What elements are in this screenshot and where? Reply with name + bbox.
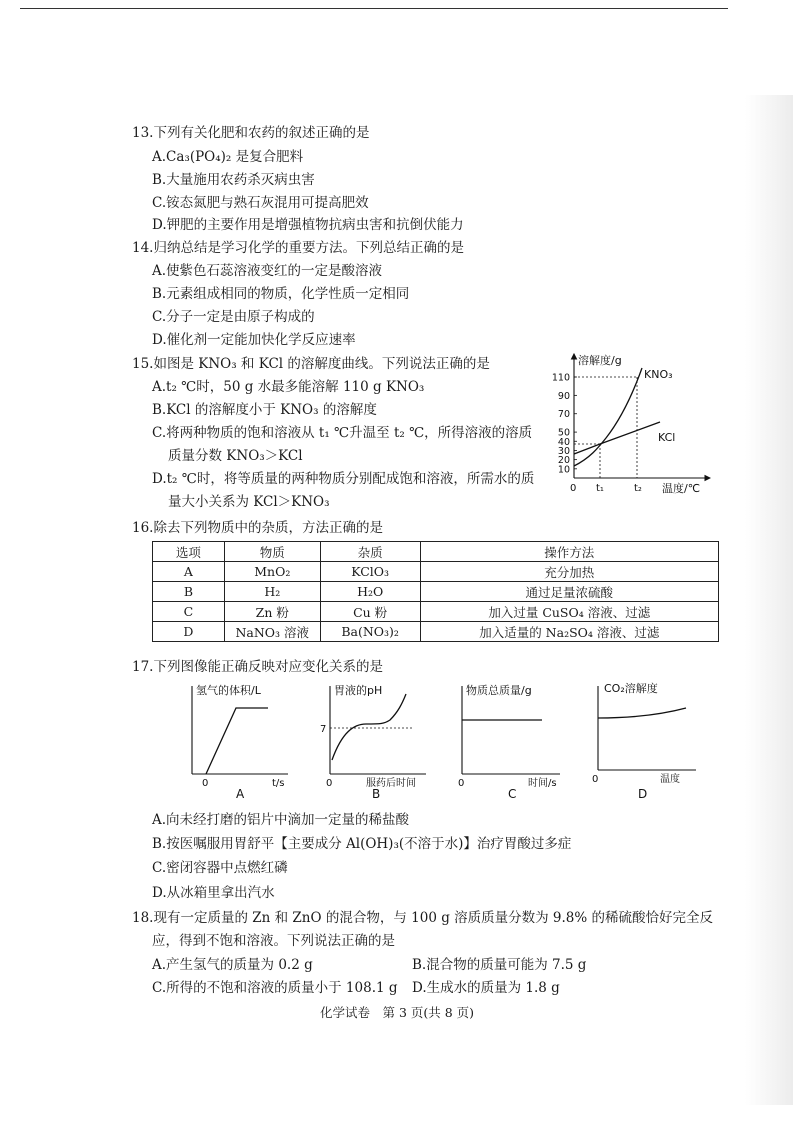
graph-c-ylabel: 物质总质量/g (466, 684, 532, 697)
table-cell: MnO₂ (224, 562, 320, 582)
graph-a (178, 680, 298, 798)
table-cell: D (153, 622, 225, 642)
graph-d-curve (598, 708, 686, 718)
table-header-substance: 物质 (224, 542, 320, 562)
table-row (153, 562, 719, 582)
top-border-line (20, 8, 728, 9)
q17-option-b: B.按医嘱服用胃舒平【主要成分 Al(OH)₃(不溶于水)】治疗胃酸过多症 (152, 836, 572, 852)
q13-option-a: A.Ca₃(PO₄)₂ 是复合肥料 (152, 149, 304, 165)
q17-option-a: A.向未经打磨的铝片中滴加一定量的稀盐酸 (152, 812, 410, 828)
graph-a-ylabel: 氢气的体积/L (196, 684, 261, 697)
q15-stem: 15.如图是 KNO₃ 和 KCl 的溶解度曲线。下列说法正确的是 (132, 356, 490, 372)
graph-b-ylabel: 胃液的pH (334, 684, 383, 697)
q18-option-c: C.所得的不饱和溶液的质量小于 108.1 g (152, 980, 398, 996)
q18-option-d: D.生成水的质量为 1.8 g (412, 980, 560, 996)
page-footer: 化学试卷 第 3 页(共 8 页) (319, 1005, 475, 1020)
graph-b-xlabel: 服药后时间 (366, 778, 416, 789)
impurity-table (152, 541, 719, 642)
kno3-curve (574, 368, 642, 466)
q15-option-d-cont: 量大小关系为 KCl＞KNO₃ (168, 494, 330, 510)
q14-option-b: B.元素组成相同的物质，化学性质一定相同 (152, 286, 410, 302)
table-row (153, 582, 719, 602)
chart-xlabel: 温度/℃ (662, 482, 701, 495)
q18-option-b: B.混合物的质量可能为 7.5 g (412, 957, 587, 973)
table-cell: C (153, 602, 225, 622)
kno3-label: KNO₃ (644, 368, 673, 381)
graph-a-curve (206, 708, 268, 774)
graph-a-xlabel: t/s (272, 778, 285, 789)
q15-option-b: B.KCl 的溶解度小于 KNO₃ 的溶解度 (152, 402, 377, 418)
q18-stem-line1: 18.现有一定质量的 Zn 和 ZnO 的混合物，与 100 g 溶质质量分数为 9.8% 的稀硫酸恰好完全反 (132, 910, 714, 926)
q16-stem: 16.除去下列物质中的杂质，方法正确的是 (132, 520, 383, 536)
graph-a-letter: A (236, 787, 245, 798)
graph-a-origin: 0 (202, 778, 209, 789)
q18-stem-line2: 应，得到不饱和溶液。下列说法正确的是 (152, 933, 395, 949)
q15-option-d: D.t₂ ℃时，将等质量的两种物质分别配成饱和溶液，所需水的质 (152, 471, 535, 487)
q17-option-d: D.从冰箱里拿出汽水 (152, 885, 275, 901)
q15-option-c-cont: 质量分数 KNO₃＞KCl (168, 448, 303, 464)
graph-b-letter: B (372, 787, 381, 798)
graph-c-xlabel: 时间/s (528, 778, 557, 789)
y-tick-label: 70 (557, 409, 570, 421)
graph-c-origin: 0 (458, 778, 465, 789)
graph-b (314, 680, 434, 798)
q13-option-c: C.铵态氮肥与熟石灰混用可提高肥效 (152, 195, 369, 211)
table-cell: 加入适量的 Na₂SO₄ 溶液、过滤 (420, 622, 718, 642)
graph-d-letter: D (638, 787, 648, 798)
graph-c (450, 680, 570, 798)
table-cell: Zn 粉 (224, 602, 320, 622)
y-tick-label: 90 (557, 390, 570, 402)
table-cell: A (153, 562, 225, 582)
q14-stem: 14.归纳总结是学习化学的重要方法。下列总结正确的是 (132, 240, 464, 256)
table-header-impurity: 杂质 (320, 542, 420, 562)
table-header-option: 选项 (153, 542, 225, 562)
q14-option-c: C.分子一定是由原子构成的 (152, 309, 315, 325)
table-cell: 充分加热 (420, 562, 718, 582)
graph-d-ylabel: CO₂溶解度 (604, 682, 658, 695)
q15-option-a: A.t₂ ℃时，50 g 水最多能溶解 110 g KNO₃ (152, 379, 425, 395)
graph-b-origin: 0 (326, 778, 333, 789)
solubility-chart (540, 348, 720, 498)
table-cell: B (153, 582, 225, 602)
y-tick-label: 40 (557, 436, 570, 448)
y-tick-label: 10 (557, 464, 570, 476)
table-cell: H₂ (224, 582, 320, 602)
graph-b-mark-7: 7 (320, 724, 327, 735)
graph-c-letter: C (508, 787, 517, 798)
chart-origin: 0 (570, 483, 577, 494)
table-row (153, 622, 719, 642)
q14-option-a: A.使紫色石蕊溶液变红的一定是酸溶液 (152, 263, 383, 279)
table-cell: Ba(NO₃)₂ (320, 622, 420, 642)
table-cell: KClO₃ (320, 562, 420, 582)
table-header-method: 操作方法 (420, 542, 718, 562)
q15-option-c: C.将两种物质的饱和溶液从 t₁ ℃升温至 t₂ ℃，所得溶液的溶质 (152, 425, 533, 441)
graph-d (586, 680, 706, 798)
table-cell: 通过足量浓硫酸 (420, 582, 718, 602)
x-tick-t1: t₁ (596, 483, 604, 494)
q13-option-d: D.钾肥的主要作用是增强植物抗病虫害和抗倒伏能力 (152, 217, 464, 233)
chart-ylabel: 溶解度/g (578, 354, 622, 367)
y-tick-label: 20 (557, 455, 570, 467)
y-tick-label: 30 (557, 445, 570, 457)
kcl-curve (574, 422, 660, 454)
table-cell: Cu 粉 (320, 602, 420, 622)
y-tick-label: 50 (557, 427, 570, 439)
q13-option-b: B.大量施用农药杀灭病虫害 (152, 172, 315, 188)
x-tick-t2: t₂ (634, 483, 642, 494)
table-cell: H₂O (320, 582, 420, 602)
graph-d-origin: 0 (592, 774, 599, 785)
q17-option-c: C.密闭容器中点燃红磷 (152, 860, 288, 876)
kcl-label: KCl (658, 431, 676, 444)
graph-d-xlabel: 温度 (660, 774, 680, 785)
q17-stem: 17.下列图像能正确反映对应变化关系的是 (132, 659, 383, 675)
y-tick-labels (552, 373, 577, 476)
graph-b-curve (332, 694, 406, 760)
scan-shadow-edge (745, 95, 793, 1105)
table-header-row (153, 542, 719, 562)
y-tick-label: 110 (551, 372, 570, 384)
table-cell: NaNO₃ 溶液 (224, 622, 320, 642)
table-cell: 加入过量 CuSO₄ 溶液、过滤 (420, 602, 718, 622)
q13-stem: 13.下列有关化肥和农药的叙述正确的是 (132, 125, 370, 141)
q14-option-d: D.催化剂一定能加快化学反应速率 (152, 332, 356, 348)
table-row (153, 602, 719, 622)
q18-option-a: A.产生氢气的质量为 0.2 g (152, 957, 313, 973)
